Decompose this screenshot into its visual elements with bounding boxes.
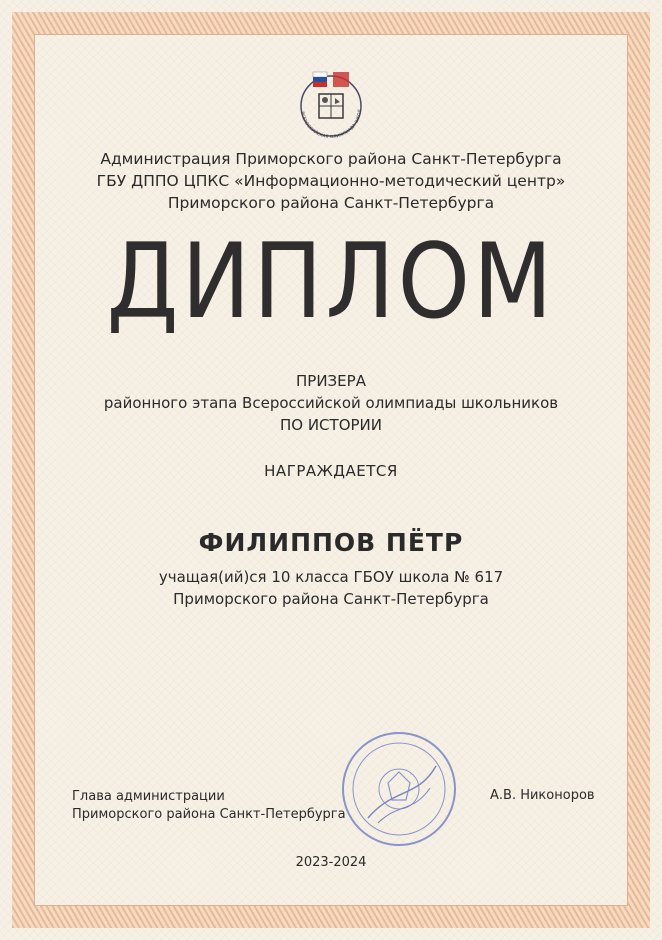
org-line-1: Администрация Приморского района Санкт-Петербурга bbox=[100, 150, 562, 168]
org-line-3: Приморского района Санкт-Петербурга bbox=[167, 194, 495, 212]
subtitle-block bbox=[0, 370, 662, 436]
recipient-school bbox=[0, 566, 662, 610]
school-line-1: учащая(ий)ся 10 класса ГБОУ школа № 617 bbox=[158, 568, 504, 586]
subtitle-line-1: ПРИЗЕРА bbox=[296, 372, 366, 390]
signature-position bbox=[72, 788, 346, 824]
academic-year: 2023-2024 bbox=[295, 855, 367, 870]
awarded-label: НАГРАЖДАЕТСЯ bbox=[264, 462, 398, 480]
signature-position-line-2: Приморского района Санкт-Петербурга bbox=[72, 807, 346, 822]
school-line-2: Приморского района Санкт-Петербурга bbox=[173, 590, 489, 608]
organization-block bbox=[0, 148, 662, 214]
signature-position-line-1: Глава администрации bbox=[72, 789, 225, 804]
recipient-name: ФИЛИППОВ ПЁТР bbox=[198, 528, 464, 557]
org-line-2: ГБУ ДППО ЦПКС «Информационно-методический центр» bbox=[96, 172, 566, 190]
signer-name: А.В. Никоноров bbox=[490, 788, 595, 803]
subtitle-line-3: ПО ИСТОРИИ bbox=[279, 416, 382, 434]
diploma-title: ДИПЛОМ bbox=[106, 221, 556, 342]
olympiad-emblem-icon bbox=[283, 58, 379, 154]
emblem-caption: ВСЕРОССИЙСКАЯ ОЛИМПИАДА ШКОЛ bbox=[300, 108, 363, 140]
official-seal-icon bbox=[338, 728, 460, 850]
subtitle-line-2: районного этапа Всероссийской олимпиады школьников bbox=[103, 394, 559, 412]
